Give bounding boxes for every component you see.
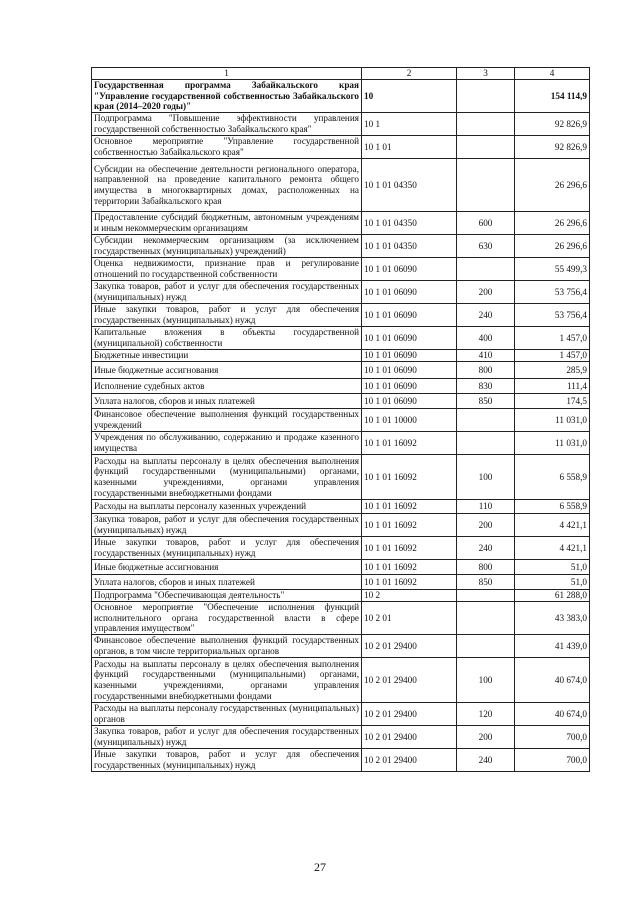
row-expense-type-cell: 120: [457, 703, 515, 726]
column-header-expense-type: 3: [457, 68, 515, 80]
row-expense-type-cell: 800: [457, 362, 515, 379]
row-amount-cell: 92 826,9: [515, 136, 590, 159]
row-expense-type-cell: 800: [457, 560, 515, 575]
row-code-cell: 10 1 01 04350: [362, 212, 457, 235]
row-expense-type-cell: 200: [457, 514, 515, 537]
row-name-cell: Оценка недвижимости, признание прав и регулирование отношений по государственной собственности: [92, 258, 362, 281]
page-number: 27: [314, 860, 326, 874]
table-row: [92, 235, 590, 258]
row-amount-cell: 4 421,1: [515, 514, 590, 537]
row-code-cell: 10 1: [362, 113, 457, 136]
row-code-cell: 10 1 01 16092: [362, 500, 457, 514]
table-body: [92, 80, 590, 772]
row-expense-type-cell: 200: [457, 281, 515, 304]
row-amount-cell: 700,0: [515, 726, 590, 749]
row-code-cell: 10 1 01 16092: [362, 537, 457, 560]
row-name-cell: Закупка товаров, работ и услуг для обеспечения государственных (муниципальных) нужд: [92, 281, 362, 304]
row-expense-type-cell: [457, 136, 515, 159]
row-expense-type-cell: 600: [457, 212, 515, 235]
table-row: [92, 514, 590, 537]
table-row: [92, 537, 590, 560]
row-expense-type-cell: 200: [457, 726, 515, 749]
row-name-cell: Капитальные вложения в объекты государственной (муниципальной) собственности: [92, 327, 362, 350]
column-header-name: 1: [92, 68, 362, 80]
row-name-cell: Иные закупки товаров, работ и услуг для обеспечения государственных (муниципальных) нужд: [92, 537, 362, 560]
row-expense-type-cell: 400: [457, 327, 515, 350]
table-row: [92, 80, 590, 113]
row-expense-type-cell: [457, 432, 515, 455]
row-name-cell: Закупка товаров, работ и услуг для обеспечения государственных (муниципальных) нужд: [92, 726, 362, 749]
table-row: [92, 560, 590, 575]
row-code-cell: 10 2 01 29400: [362, 726, 457, 749]
row-amount-cell: 51,0: [515, 575, 590, 590]
row-code-cell: 10 1 01 16092: [362, 514, 457, 537]
row-amount-cell: 41 439,0: [515, 635, 590, 658]
row-amount-cell: 53 756,4: [515, 281, 590, 304]
table-row: [92, 590, 590, 602]
table-row: [92, 258, 590, 281]
row-name-cell: Расходы на выплаты персоналу в целях обеспечения выполнения функций государственными (муниципальными) органами, казенными учреждениями, органами управления государственными внебюджетными фондами: [92, 455, 362, 500]
row-expense-type-cell: 630: [457, 235, 515, 258]
row-name-cell: Финансовое обеспечение выполнения функций государственных органов, в том числе территориальных органов: [92, 635, 362, 658]
table-row: [92, 749, 590, 772]
row-name-cell: Государственная программа Забайкальского края "Управление государственной собственностью Забайкальского края (2014–2020 годы)": [92, 80, 362, 113]
row-code-cell: 10 1 01 06090: [362, 379, 457, 394]
row-code-cell: 10 1 01 06090: [362, 350, 457, 362]
row-expense-type-cell: [457, 635, 515, 658]
row-name-cell: Предоставление субсидий бюджетным, автономным учреждениям и иным некоммерческим организациям: [92, 212, 362, 235]
table-row: [92, 327, 590, 350]
table-row: [92, 350, 590, 362]
row-code-cell: 10 1 01 16092: [362, 575, 457, 590]
row-expense-type-cell: [457, 113, 515, 136]
row-expense-type-cell: 830: [457, 379, 515, 394]
row-amount-cell: 26 296,6: [515, 212, 590, 235]
row-amount-cell: 700,0: [515, 749, 590, 772]
row-code-cell: 10 1 01 16092: [362, 432, 457, 455]
row-amount-cell: 40 674,0: [515, 658, 590, 703]
row-code-cell: 10 1 01 16092: [362, 560, 457, 575]
row-code-cell: 10 2 01: [362, 602, 457, 635]
table-row: [92, 432, 590, 455]
row-amount-cell: 1 457,0: [515, 350, 590, 362]
row-expense-type-cell: 240: [457, 537, 515, 560]
row-expense-type-cell: 100: [457, 658, 515, 703]
table-row: [92, 281, 590, 304]
row-code-cell: 10 1 01: [362, 136, 457, 159]
row-amount-cell: 43 383,0: [515, 602, 590, 635]
row-amount-cell: 174,5: [515, 394, 590, 409]
table-row: [92, 635, 590, 658]
row-expense-type-cell: 850: [457, 575, 515, 590]
table-row: [92, 658, 590, 703]
row-name-cell: Основное мероприятие "Обеспечение исполнения функций исполнительного органа государственной власти в сфере управления имуществом": [92, 602, 362, 635]
table-row: [92, 409, 590, 432]
row-amount-cell: 154 114,9: [515, 80, 590, 113]
budget-table: [91, 67, 590, 772]
column-number-header-row: [92, 68, 590, 80]
table-row: [92, 394, 590, 409]
table-row: [92, 455, 590, 500]
row-expense-type-cell: [457, 159, 515, 212]
row-amount-cell: 111,4: [515, 379, 590, 394]
row-code-cell: 10 1 01 04350: [362, 159, 457, 212]
row-code-cell: 10 1 01 10000: [362, 409, 457, 432]
table-row: [92, 304, 590, 327]
row-code-cell: 10 1 01 06090: [362, 281, 457, 304]
row-name-cell: Закупка товаров, работ и услуг для обеспечения государственных (муниципальных) нужд: [92, 514, 362, 537]
column-header-code: 2: [362, 68, 457, 80]
row-name-cell: Субсидии на обеспечение деятельности регионального оператора, направленной на проведение капитального ремонта общего имущества в многоквартирных домах, расположенных на территории Забайкальского края: [92, 159, 362, 212]
row-amount-cell: 53 756,4: [515, 304, 590, 327]
row-amount-cell: 4 421,1: [515, 537, 590, 560]
column-header-amount: 4: [515, 68, 590, 80]
table-row: [92, 703, 590, 726]
row-name-cell: Иные закупки товаров, работ и услуг для обеспечения государственных (муниципальных) нужд: [92, 304, 362, 327]
row-expense-type-cell: 850: [457, 394, 515, 409]
row-amount-cell: 6 558,9: [515, 455, 590, 500]
row-name-cell: Уплата налогов, сборов и иных платежей: [92, 394, 362, 409]
row-amount-cell: 55 499,3: [515, 258, 590, 281]
row-name-cell: Иные бюджетные ассигнования: [92, 560, 362, 575]
table-row: [92, 379, 590, 394]
row-name-cell: Субсидии некоммерческим организациям (за исключением государственных (муниципальных) учреждений): [92, 235, 362, 258]
row-code-cell: 10 2: [362, 590, 457, 602]
row-name-cell: Финансовое обеспечение выполнения функций государственных учреждений: [92, 409, 362, 432]
row-code-cell: 10 2 01 29400: [362, 635, 457, 658]
row-name-cell: Уплата налогов, сборов и иных платежей: [92, 575, 362, 590]
row-expense-type-cell: [457, 590, 515, 602]
row-name-cell: Учреждения по обслуживанию, содержанию и продаже казенного имущества: [92, 432, 362, 455]
row-name-cell: Исполнение судебных актов: [92, 379, 362, 394]
row-expense-type-cell: 410: [457, 350, 515, 362]
row-name-cell: Расходы на выплаты персоналу государственных (муниципальных) органов: [92, 703, 362, 726]
row-amount-cell: 26 296,6: [515, 235, 590, 258]
row-expense-type-cell: 100: [457, 455, 515, 500]
row-code-cell: 10 1 01 04350: [362, 235, 457, 258]
row-name-cell: Иные бюджетные ассигнования: [92, 362, 362, 379]
row-expense-type-cell: 240: [457, 749, 515, 772]
row-amount-cell: 51,0: [515, 560, 590, 575]
table-row: [92, 136, 590, 159]
row-name-cell: Иные закупки товаров, работ и услуг для обеспечения государственных (муниципальных) нужд: [92, 749, 362, 772]
row-code-cell: 10 1 01 06090: [362, 258, 457, 281]
row-code-cell: 10 2 01 29400: [362, 703, 457, 726]
row-amount-cell: 11 031,0: [515, 409, 590, 432]
row-code-cell: 10: [362, 80, 457, 113]
row-amount-cell: 1 457,0: [515, 327, 590, 350]
table-row: [92, 212, 590, 235]
table-row: [92, 602, 590, 635]
row-name-cell: Бюджетные инвестиции: [92, 350, 362, 362]
row-expense-type-cell: [457, 409, 515, 432]
row-code-cell: 10 1 01 06090: [362, 394, 457, 409]
row-amount-cell: 61 288,0: [515, 590, 590, 602]
row-amount-cell: 11 031,0: [515, 432, 590, 455]
table-row: [92, 362, 590, 379]
row-expense-type-cell: 240: [457, 304, 515, 327]
row-name-cell: Основное мероприятие "Управление государственной собственностью Забайкальского края": [92, 136, 362, 159]
row-expense-type-cell: [457, 602, 515, 635]
table-row: [92, 159, 590, 212]
row-code-cell: 10 2 01 29400: [362, 749, 457, 772]
row-amount-cell: 40 674,0: [515, 703, 590, 726]
table-row: [92, 726, 590, 749]
row-code-cell: 10 1 01 06090: [362, 362, 457, 379]
row-code-cell: 10 2 01 29400: [362, 658, 457, 703]
table-row: [92, 500, 590, 514]
row-name-cell: Расходы на выплаты персоналу в целях обеспечения выполнения функций государственными (муниципальными) органами, казенными учреждениями, органами управления государственными внебюджетными фондами: [92, 658, 362, 703]
row-name-cell: Расходы на выплаты персоналу казенных учреждений: [92, 500, 362, 514]
row-name-cell: Подпрограмма "Обеспечивающая деятельность": [92, 590, 362, 602]
table-row: [92, 575, 590, 590]
row-amount-cell: 92 826,9: [515, 113, 590, 136]
row-name-cell: Подпрограмма "Повышение эффективности управления государственной собственностью Забайкальского края": [92, 113, 362, 136]
row-expense-type-cell: 110: [457, 500, 515, 514]
row-code-cell: 10 1 01 06090: [362, 327, 457, 350]
row-expense-type-cell: [457, 80, 515, 113]
row-amount-cell: 285,9: [515, 362, 590, 379]
row-amount-cell: 26 296,6: [515, 159, 590, 212]
row-code-cell: 10 1 01 06090: [362, 304, 457, 327]
row-code-cell: 10 1 01 16092: [362, 455, 457, 500]
table-row: [92, 113, 590, 136]
row-expense-type-cell: [457, 258, 515, 281]
row-amount-cell: 6 558,9: [515, 500, 590, 514]
